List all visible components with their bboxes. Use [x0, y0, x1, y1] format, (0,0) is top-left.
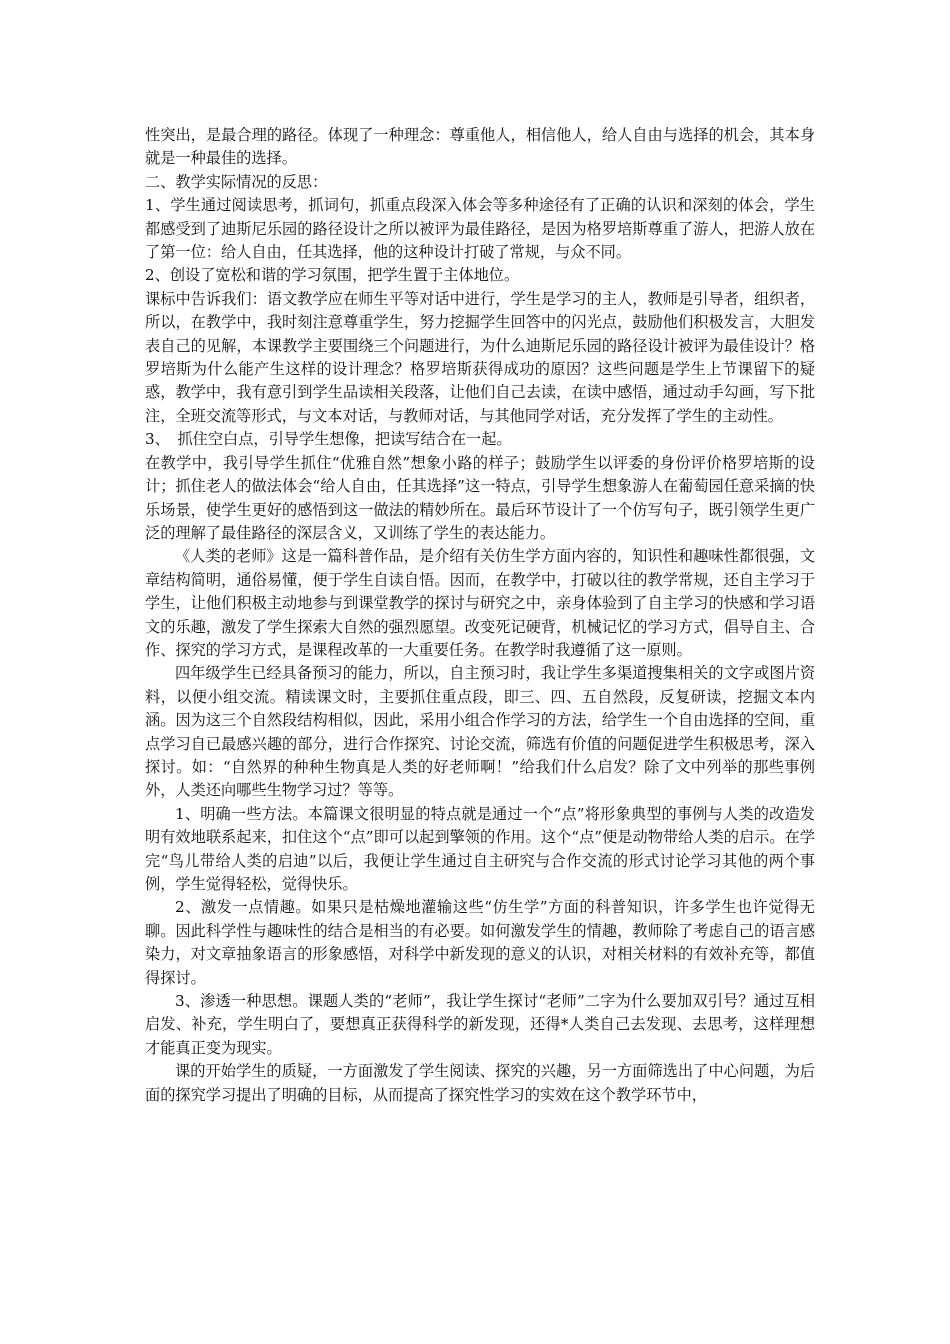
paragraph-curriculum: 课标中告诉我们：语文教学应在师生平等对话中进行，学生是学习的主人，教师是引导者，组织者，所以，在教学中，我时刻注意尊重学生，努力挖掘学生回答中的闪光点，鼓励他们积极发言，大胆发表自己的见解，本课教学主要围绕三个问题进行，为什么迪斯尼乐园的路径设计被评为最佳设计？格罗培斯为什么能产生这样的设计理念？格罗培斯获得成功的原因？这些问题是学生上节课留下的疑惑，教学中，我有意引到学生品读相关段落，让他们自己去读，在读中感悟，通过动手勾画，写下批注，全班交流等形式，与文本对话，与教师对话，与其他同学对话，充分发挥了学生的主动性。: [145, 289, 815, 425]
paragraph-interest: 2、激发一点情趣。如果只是枯燥地灌输这些“仿生学”方面的科普知识，许多学生也许觉得无聊。因此科学性与趣味性的结合是相当的有必要。如何激发学生的情趣，教师除了考虑自己的语言感染力，对文章抽象语言的形象感悟，对科学中新发现的意义的认识，对相关材料的有效补充等，都值得探讨。: [145, 898, 815, 987]
paragraph-point-2: 2、创设了宽松和谐的学习氛围，把学生置于主体地位。: [145, 266, 520, 285]
paragraph-human-teacher: 《人类的老师》这是一篇科普作品，是介绍有关仿生学方面内容的，知识性和趣味性都很强，文章结构简明，通俗易懂，便于学生自读自悟。因而，在教学中，打破以往的教学常规，还自主学习于学生，让他们积极主动地参与到课堂教学的探讨与研究之中，亲身体验到了自主学习的快感和学习语文的乐趣，激发了学生探索大自然的强烈愿望。改变死记硬背，机械记忆的学习方式，倡导自主、合作、探究的学习方式，是课程改革的一大重要任务。在教学时我遵循了这一原则。: [145, 547, 815, 659]
paragraph-thought: 3、渗透一种思想。课题人类的“老师”，我让学生探讨“老师”二字为什么要加双引号？通过互相启发、补充，学生明白了，要想真正获得科学的新发现，还得*人类自己去发现、去思考，这样理想才能真正变为现实。: [145, 992, 815, 1057]
document-page: [145, 124, 815, 1107]
paragraph-closing: 课的开始学生的质疑，一方面激发了学生阅读、探究的兴趣，另一方面筛选出了中心问题，为后面的探究学习提出了明确的目标，从而提高了探究性学习的实效在这个教学环节中，: [145, 1062, 815, 1104]
paragraph-point-1: 1、学生通过阅读思考，抓词句，抓重点段深入体会等多种途径有了正确的认识和深刻的体会，学生都感受到了迪斯尼乐园的路径设计之所以被评为最佳路径，是因为格罗培斯尊重了游人，把游人放在了第一位：给人自由，任其选择，他的这种设计打破了常规，与众不同。: [145, 196, 815, 262]
paragraph-1: 性突出，是最合理的路径。体现了一种理念：尊重他人，相信他人，给人自由与选择的机会，其本身就是一种最佳的选择。: [145, 126, 815, 168]
paragraph-teaching: 在教学中，我引导学生抓住“优雅自然”想象小路的样子；鼓励学生以评委的身份评价格罗培斯的设计；抓住老人的做法体会“给人自由，任其选择”这一特点，引导学生想象游人在葡萄园任意采摘的快乐场景，使学生更好的感悟到这一做法的精妙所在。最后环节设计了一个仿写句子，既引领学生更广泛的理解了最佳路径的深层含义，又训练了学生的表达能力。: [145, 453, 815, 542]
paragraph-point-3: 3、 抓住空白点，引导学生想像，把读写结合在一起。: [145, 430, 512, 449]
paragraph-fourth-grade: 四年级学生已经具备预习的能力，所以，自主预习时，我让学生多渠道搜集相关的文字或图片资料，以便小组交流。精读课文时，主要抓住重点段，即三、四、五自然段，反复研读，挖掘文本内涵。因为这三个自然段结构相似，因此，采用小组合作学习的方法，给学生一个自由选择的空间，重点学习自已最感兴趣的部分，进行合作探究、讨论交流，筛选有价值的问题促进学生积极思考，深入探讨。如：“自然界的种种生物真是人类的好老师啊！”给我们什么启发？除了文中列举的那些事例外，人类还向哪些生物学习过？等等。: [145, 664, 815, 800]
paragraph-method: 1、明确一些方法。本篇课文很明显的特点就是通过一个“点”将形象典型的事例与人类的改造发明有效地联系起来，扣住这个“点”即可以起到擎领的作用。这个“点”便是动物带给人类的启示。在学完“鸟儿带给人类的启迪”以后，我便让学生通过自主研究与合作交流的形式讨论学习其他的两个事例，学生觉得轻松，觉得快乐。: [145, 804, 815, 893]
section-heading-reflection: 二、教学实际情况的反思：: [145, 172, 328, 191]
